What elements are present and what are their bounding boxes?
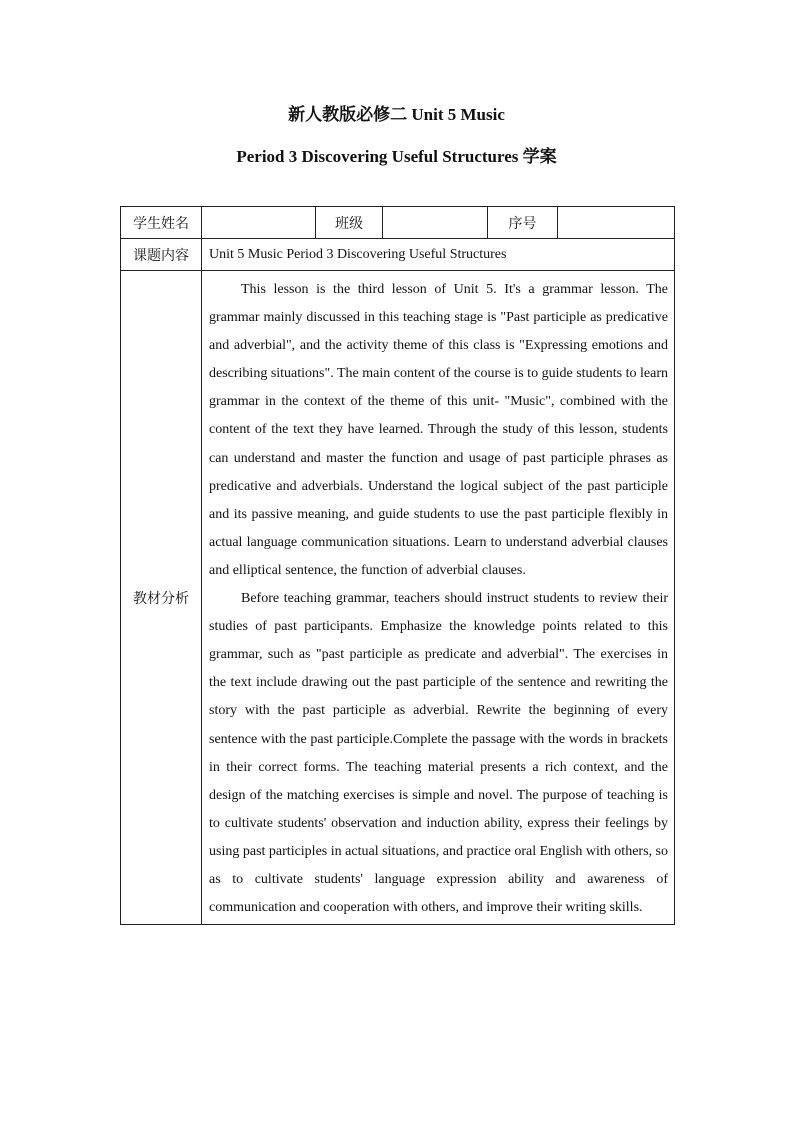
class-label: 班级 (316, 207, 383, 239)
analysis-content (202, 271, 675, 925)
page-title: 新人教版必修二 Unit 5 Music (288, 105, 505, 124)
topic-row (121, 239, 675, 271)
topic-label: 课题内容 (121, 239, 202, 271)
seat-number-label: 序号 (488, 207, 558, 239)
seat-number-field[interactable] (558, 207, 675, 239)
page-subtitle: Period 3 Discovering Useful Structures 学案 (236, 147, 557, 166)
analysis-label: 教材分析 (121, 271, 202, 925)
class-field[interactable] (383, 207, 488, 239)
analysis-paragraph-2: Before teaching grammar, teachers should instruct students to review their studies of past participants. Emphasize the knowledge points related to this grammar, such as "past participle as predicate and adverbial". The exercises in the text include drawing out the past participle of the sentence and rewriting the story with the past participle as adverbial. Rewrite the beginning of every sentence with the past participle.Complete the passage with the words in brackets in their correct forms. The teaching material presents a rich context, and the design of the matching exercises is simple and novel. The purpose of teaching is to cultivate students' observation and induction ability, express their feelings by using past participles in actual situations, and practice oral English with others, so as to cultivate students' language expression ability and awareness of communication and cooperation with others, and improve their writing skills. (209, 591, 668, 916)
topic-value: Unit 5 Music Period 3 Discovering Useful Structures (202, 239, 675, 271)
student-info-row (121, 207, 675, 239)
analysis-paragraph-1: This lesson is the third lesson of Unit 5. It's a grammar lesson. The grammar mainly discussed in this teaching stage is "Past participle as predicative and adverbial", and the activity theme of this class is "Expressing emotions and describing situations". The main content of the course is to guide students to learn grammar in the context of the theme of this unit- "Music", combined with the content of the text they have learned. Through the study of this lesson, students can understand and master the function and usage of past participle phrases as predicative and adverbials. Understand the logical subject of the past participle and its passive meaning, and guide students to use the past participle flexibly in actual language communication situations. Learn to understand adverbial clauses and elliptical sentence, the function of adverbial clauses. (209, 282, 668, 578)
worksheet-table (120, 206, 675, 925)
analysis-row (121, 271, 675, 925)
student-name-label: 学生姓名 (121, 207, 202, 239)
student-name-field[interactable] (202, 207, 316, 239)
